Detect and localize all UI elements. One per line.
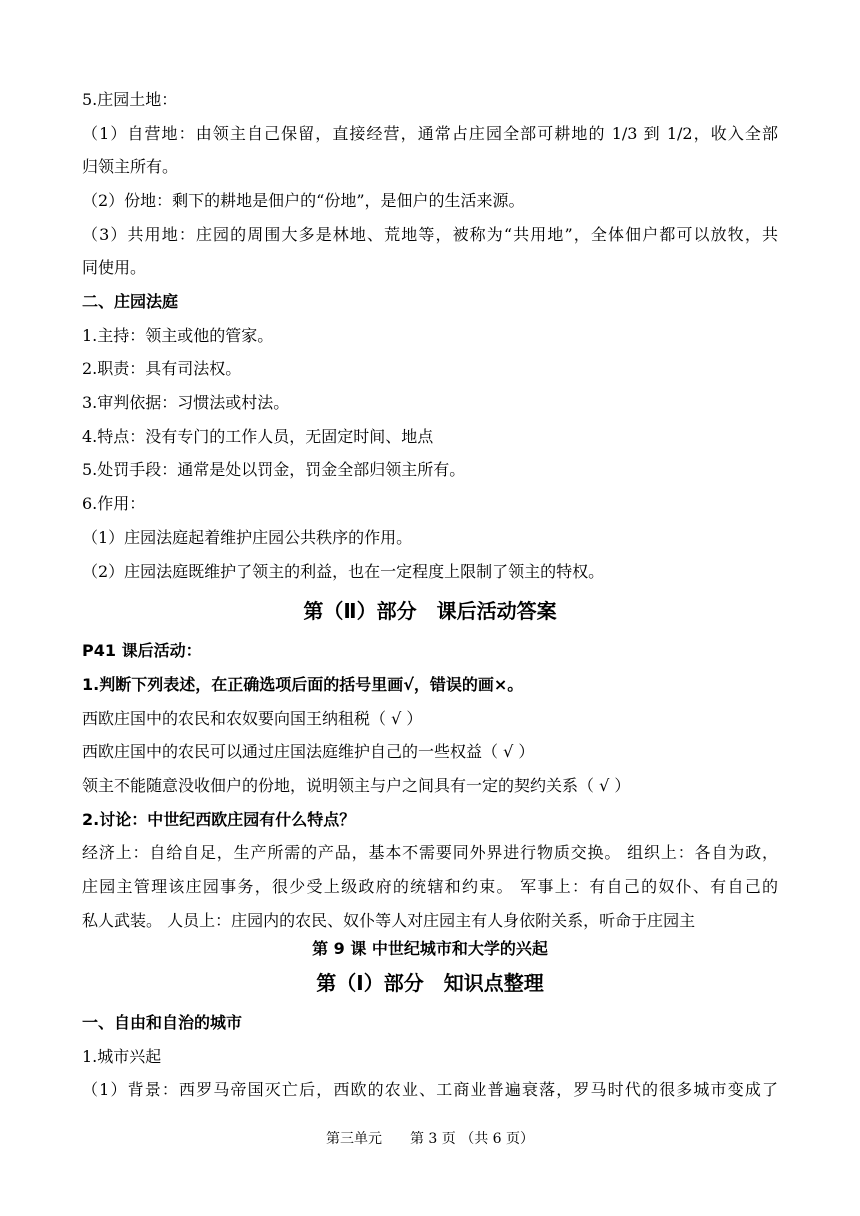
court-point-2: 2.职责：具有司法权。 [82, 359, 242, 378]
land-item3-line1: （3）共用地：庄园的周围大多是林地、荒地等，被称为“共用地”，全体佃户都可以放牧，共 [82, 225, 778, 244]
lesson-9-title: 第 9 课 中世纪城市和大学的兴起 [312, 939, 548, 958]
answer-2-line-3: 私人武装。 人员上：庄园内的农民、奴仆等人对庄园主有人身依附关系，听命于庄园主 [82, 911, 696, 930]
court-point-6-2: （2）庄园法庭既维护了领主的利益，也在一定程度上限制了领主的特权。 [82, 562, 605, 581]
court-point-5: 5.处罚手段：通常是处以罚金，罚金全部归领主所有。 [82, 460, 466, 479]
lesson-9-heading: 一、自由和自治的城市 [82, 1013, 243, 1032]
part2-title: 第（Ⅱ）部分 课后活动答案 [303, 599, 557, 623]
answer-2-line-1: 经济上：自给自足，生产所需的产品，基本不需要同外界进行物质交换。 组织上：各自为政， [82, 843, 778, 862]
land-item2: （2）份地：剩下的耕地是佃户的“份地”，是佃户的生活来源。 [82, 191, 525, 210]
lesson-9-point-1-1: （1）背景：西罗马帝国灭亡后，西欧的农业、工商业普遍衰落，罗马时代的很多城市变成了 [82, 1080, 778, 1099]
lesson-9-point-1: 1.城市兴起 [82, 1047, 162, 1066]
land-item3-line2: 同使用。 [82, 258, 147, 277]
question-1: 1.判断下列表述，在正确选项后面的括号里画√，错误的画×。 [82, 675, 524, 694]
answer-2-line-2: 庄园主管理该庄园事务，很少受上级政府的统辖和约束。 军事上：有自己的奴仆、有自己的 [82, 877, 778, 896]
court-point-4: 4.特点：没有专门的工作人员，无固定时间、地点 [82, 427, 434, 446]
land-item1-line1: （1）自营地：由领主自己保留，直接经营，通常占庄园全部可耕地的 1/3 到 1/2，收入全部 [82, 124, 778, 143]
land-title: 5.庄园土地： [82, 90, 178, 109]
court-point-3: 3.审判依据：习惯法或村法。 [82, 393, 290, 412]
question-1-statement-b: 西欧庄国中的农民可以通过庄国法庭维护自己的一些权益（ √ ） [82, 742, 535, 761]
page-footer: 第三单元 第 3 页 （共 6 页） [325, 1131, 535, 1147]
question-2: 2.讨论：中世纪西欧庄园有什么特点？ [82, 810, 356, 829]
activity-label: P41 课后活动： [82, 641, 202, 660]
land-item1-line2: 归领主所有。 [82, 157, 179, 176]
court-point-6-1: （1）庄园法庭起着维护庄园公共秩序的作用。 [82, 528, 413, 547]
question-1-statement-c: 领主不能随意没收佃户的份地，说明领主与户之间具有一定的契约关系（ √ ） [82, 776, 631, 795]
court-heading: 二、庄园法庭 [82, 292, 179, 311]
court-point-1: 1.主持：领主或他的管家。 [82, 326, 274, 345]
lesson-9-part1-title: 第（Ⅰ）部分 知识点整理 [316, 971, 544, 995]
court-point-6: 6.作用： [82, 494, 146, 513]
question-1-statement-a: 西欧庄国中的农民和农奴要向国王纳租税（ √ ） [82, 709, 423, 728]
